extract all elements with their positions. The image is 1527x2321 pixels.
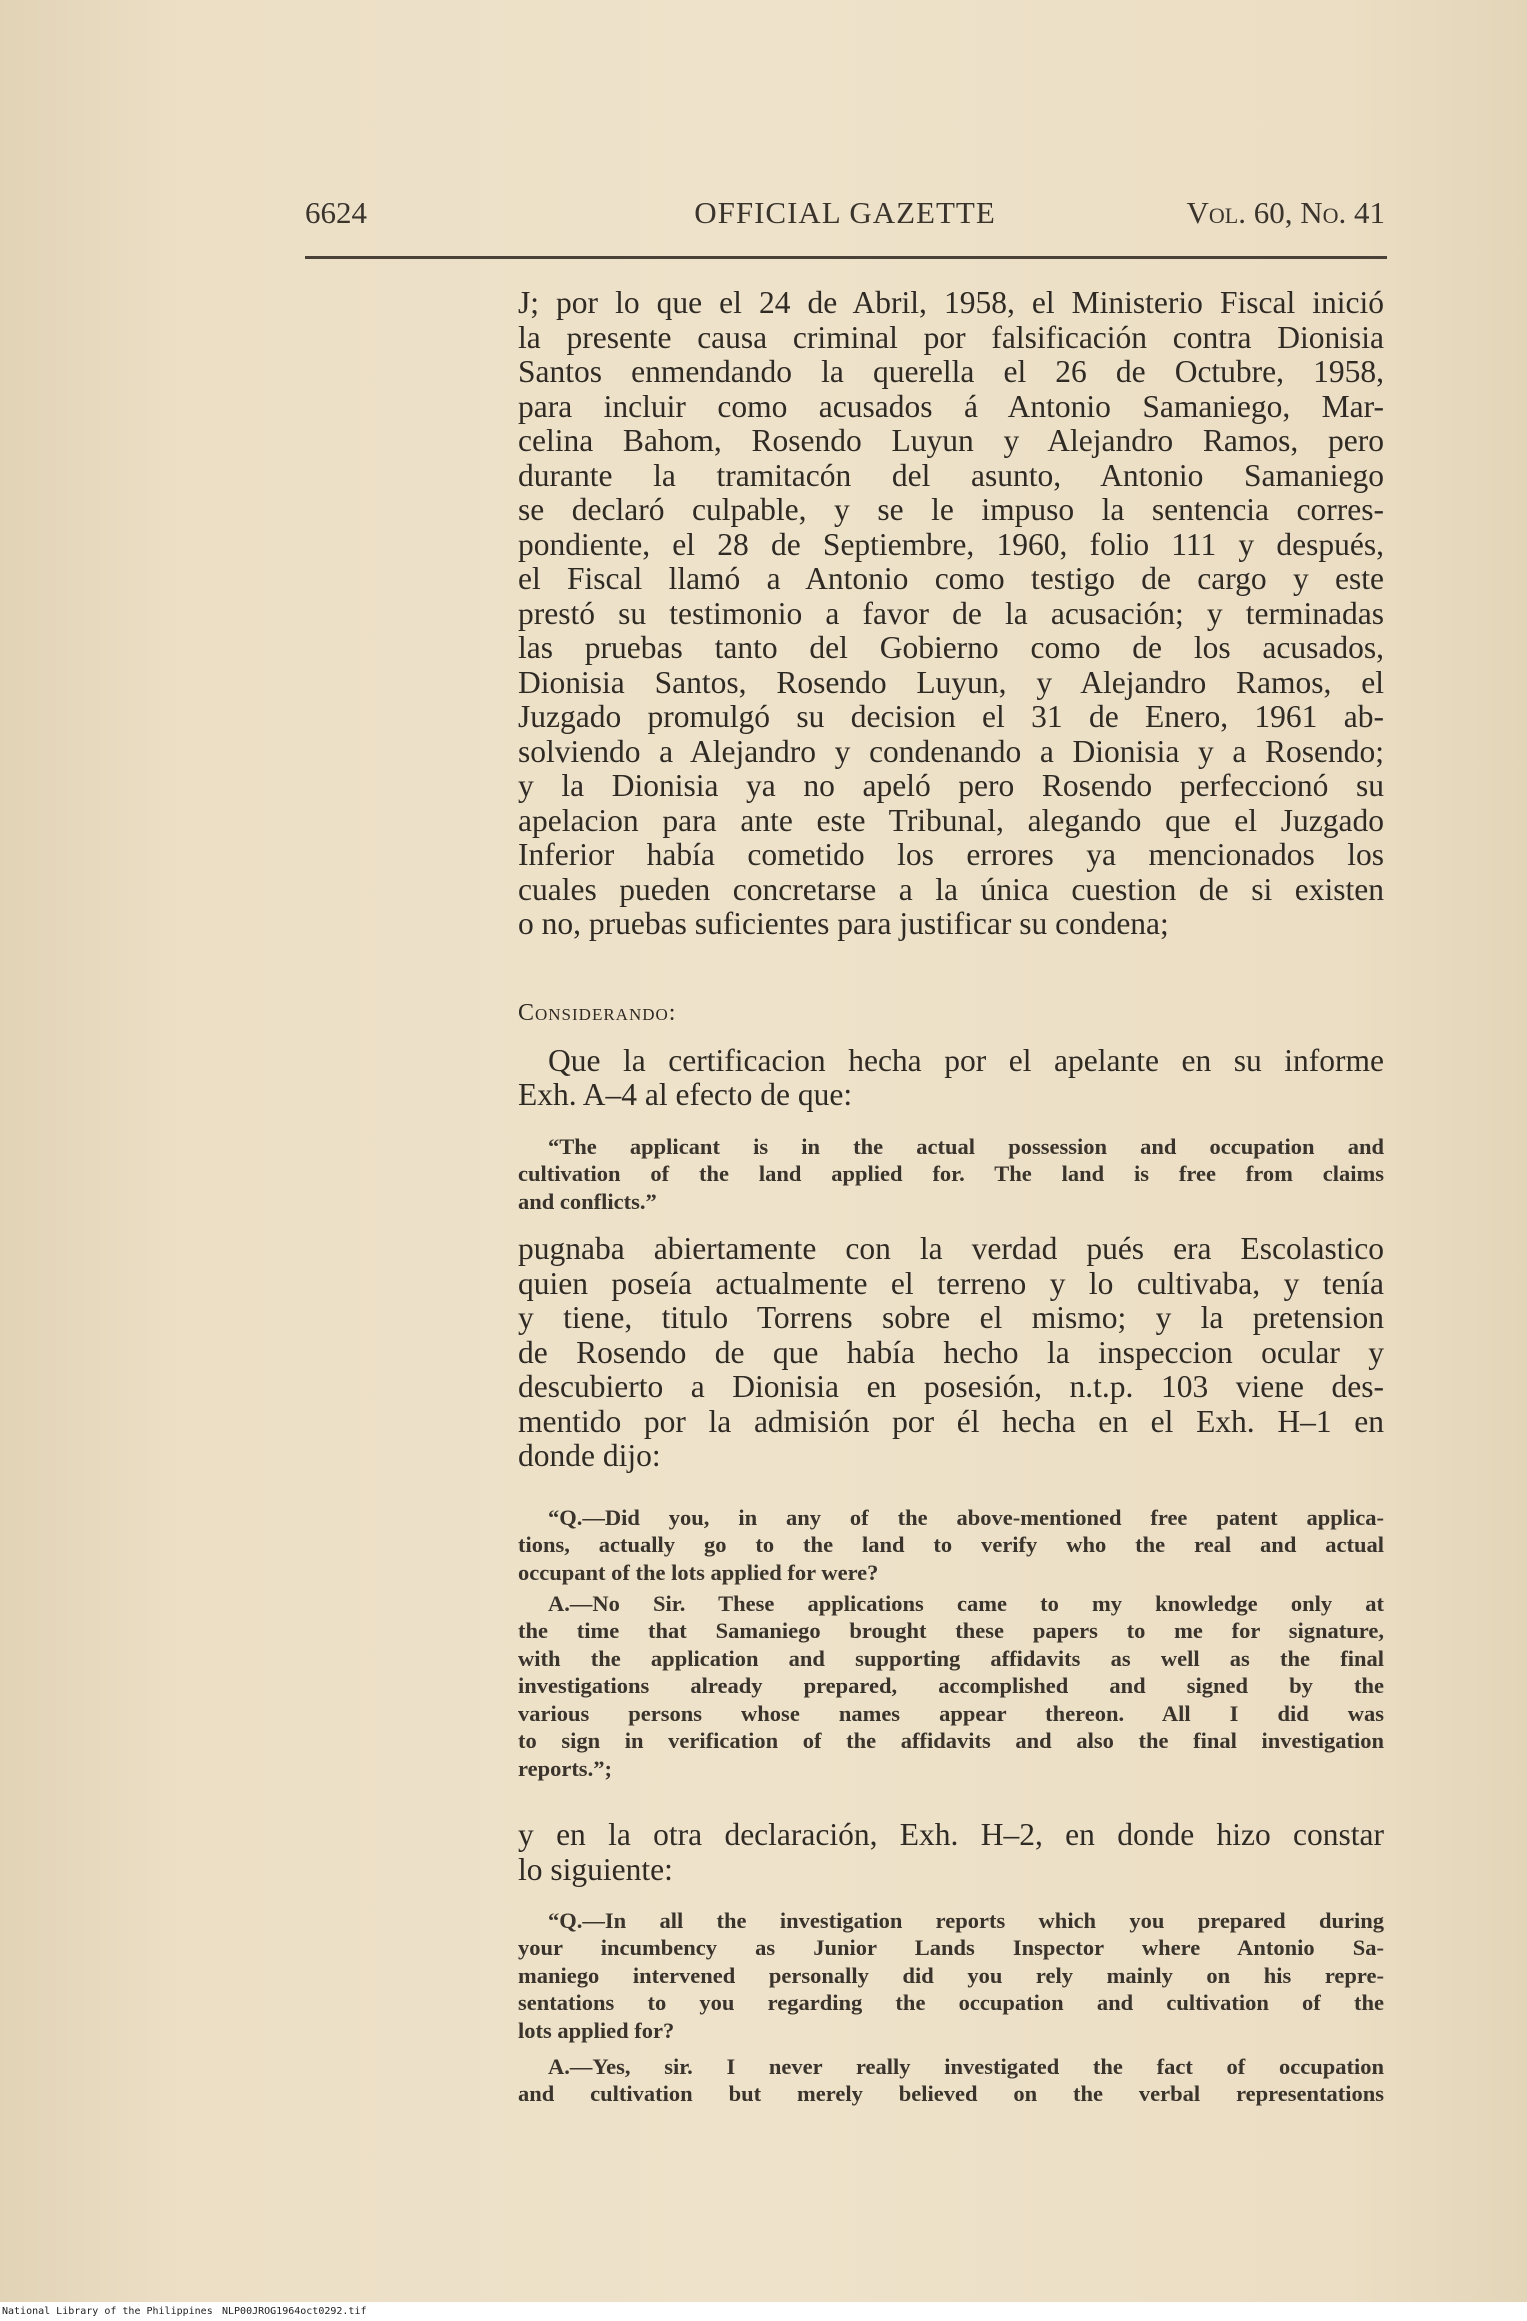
text-line: pondiente, el 28 de Septiembre, 1960, folio 111 y después,	[518, 526, 1384, 562]
text-line: y la Dionisia ya no apeló pero Rosendo perfeccionó su	[518, 768, 1384, 803]
text-line: mentido por la admisión por él hecha en el Exh. H–1 en	[518, 1403, 1384, 1439]
quote-line: your incumbency as Junior Lands Inspector where Antonio Sa-	[518, 1935, 1384, 1960]
quote-2-answer	[548, 1590, 1384, 1618]
quote-line: and conflicts.”	[518, 1188, 657, 1214]
quote-line: reports.”;	[518, 1755, 612, 1781]
quote-line: to sign in verification of the affidavits and also the final investigation	[518, 1728, 1384, 1753]
quote-1	[548, 1133, 1384, 1161]
quote-line: “Q.—In all the investigation reports which you prepared during	[548, 1908, 1384, 1933]
text-line: las pruebas tanto del Gobierno como de los acusados,	[518, 630, 1384, 665]
text-line: Juzgado promulgó su decision el 31 de Enero, 1961 ab-	[518, 699, 1384, 734]
quote-line: sentations to you regarding the occupation and cultivation of the	[518, 1990, 1384, 2015]
quote-1-cont	[518, 1160, 1384, 1215]
quote-line: occupant of the lots applied for were?	[518, 1559, 879, 1585]
text-line: lo siguiente:	[518, 1851, 673, 1887]
scan-filename: NLP00JROG1964oct0292.tif	[222, 2306, 367, 2317]
text-line: solviendo a Alejandro y condenando a Dionisia y a Rosendo;	[518, 733, 1384, 769]
gazette-title: OFFICIAL GAZETTE	[694, 195, 996, 230]
quote-line: and cultivation but merely believed on the verbal representations	[518, 2081, 1384, 2106]
quote-2	[548, 1504, 1384, 1532]
text-line: y tiene, titulo Torrens sobre el mismo; y la pretension	[518, 1300, 1384, 1335]
paragraph-2	[548, 1044, 1384, 1079]
paragraph-2-cont	[518, 1078, 1384, 1113]
quote-3-answer	[548, 2053, 1384, 2081]
text-line: durante la tramitacón del asunto, Antonio Samaniego	[518, 457, 1384, 493]
quote-line: tions, actually go to the land to verify who the real and actual	[518, 1532, 1384, 1557]
volume-number: Vol. 60, No. 41	[1186, 195, 1385, 230]
quote-2-answer-cont	[518, 1617, 1384, 1782]
text-line: celina Bahom, Rosendo Luyun y Alejandro Ramos, pero	[518, 423, 1384, 458]
text-line: se declaró culpable, y se le impuso la sentencia corres-	[518, 492, 1384, 527]
section-heading: Considerando:	[518, 1000, 677, 1026]
text-line: o no, pruebas suficientes para justificar su condena;	[518, 906, 1169, 941]
paragraph-1	[518, 286, 1384, 942]
text-line: para incluir como acusados á Antonio Samaniego, Mar-	[518, 388, 1384, 424]
quote-3	[548, 1907, 1384, 1935]
text-line: Dionisia Santos, Rosendo Luyun, y Alejandro Ramos, el	[518, 664, 1384, 700]
page-number: 6624	[305, 195, 367, 230]
text-line: cuales pueden concretarse a la única cuestion de si existen	[518, 871, 1384, 907]
text-line: Que la certificacion hecha por el apelante en su informe	[548, 1043, 1384, 1078]
quote-line: “The applicant is in the actual possession and occupation and	[548, 1134, 1384, 1159]
page-header	[305, 195, 1385, 239]
quote-2-cont	[518, 1531, 1384, 1586]
text-line: apelacion para ante este Tribunal, alegando que el Juzgado	[518, 802, 1384, 838]
text-line: Exh. A–4 al efecto de que:	[518, 1077, 853, 1112]
text-line: el Fiscal llamó a Antonio como testigo de cargo y este	[518, 561, 1384, 596]
quote-line: lots applied for?	[518, 2017, 675, 2043]
text-line: quien poseía actualmente el terreno y lo cultivaba, y tenía	[518, 1265, 1384, 1301]
text-line: Inferior había cometido los errores ya mencionados los	[518, 837, 1384, 872]
scan-footer	[0, 2302, 1527, 2321]
library-credit: National Library of the Philippines	[2, 2306, 213, 2317]
quote-line: maniego intervened personally did you rely mainly on his repre-	[518, 1962, 1384, 1988]
quote-line: A.—No Sir. These applications came to my knowledge only at	[548, 1591, 1384, 1616]
header-rule	[305, 256, 1387, 259]
text-line: la presente causa criminal por falsificación contra Dionisia	[518, 319, 1384, 355]
quote-3-cont	[518, 1934, 1384, 2044]
text-line: pugnaba abiertamente con la verdad pués era Escolastico	[518, 1231, 1384, 1266]
text-line: descubierto a Dionisia en posesión, n.t.p. 103 viene des-	[518, 1369, 1384, 1404]
quote-line: with the application and supporting affidavits as well as the final	[518, 1645, 1384, 1671]
quote-line: A.—Yes, sir. I never really investigated the fact of occupation	[548, 2054, 1384, 2079]
text-line: prestó su testimonio a favor de la acusación; y terminadas	[518, 595, 1384, 631]
text-line: de Rosendo de que había hecho la inspeccion ocular y	[518, 1334, 1384, 1370]
paragraph-4	[518, 1818, 1384, 1887]
quote-line: investigations already prepared, accomplished and signed by the	[518, 1673, 1384, 1698]
text-line: y en la otra declaración, Exh. H–2, en donde hizo constar	[518, 1817, 1384, 1852]
text-line: Santos enmendando la querella el 26 de Octubre, 1958,	[518, 354, 1384, 389]
text-line: J; por lo que el 24 de Abril, 1958, el Ministerio Fiscal inició	[518, 285, 1384, 320]
quote-line: “Q.—Did you, in any of the above-mentioned free patent applica-	[548, 1505, 1384, 1530]
quote-line: various persons whose names appear thereon. All I did was	[518, 1700, 1384, 1726]
paragraph-3	[518, 1232, 1384, 1474]
quote-line: the time that Samaniego brought these papers to me for signature,	[518, 1618, 1384, 1643]
quote-line: cultivation of the land applied for. The land is free from claims	[518, 1161, 1384, 1186]
quote-3-answer-cont	[518, 2080, 1384, 2108]
text-line: donde dijo:	[518, 1438, 661, 1473]
